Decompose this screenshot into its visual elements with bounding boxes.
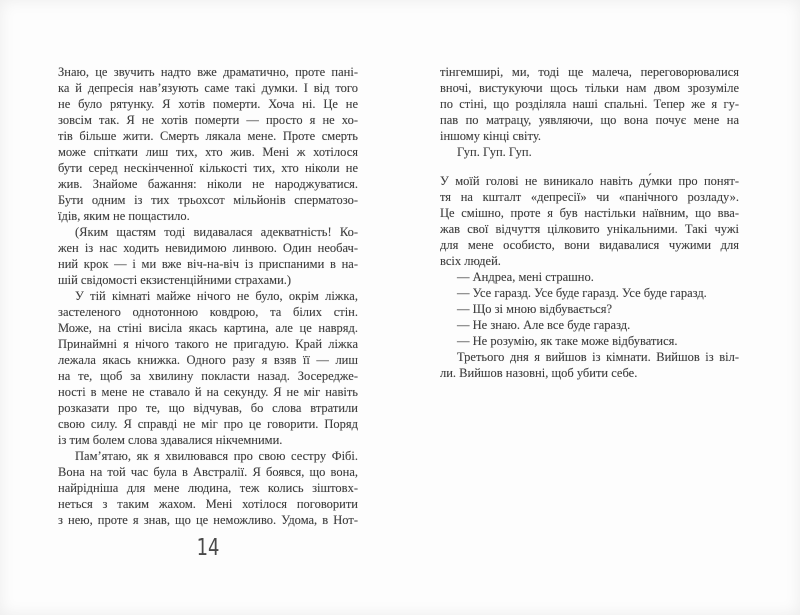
text-line: на те, щоб за хвилину покласти назад. Зосередже-: [58, 369, 358, 383]
paragraph: [440, 173, 739, 269]
text-line: Знаю, це звучить надто вже драматично, проте пані-: [58, 65, 358, 79]
page-number: 14: [196, 535, 220, 561]
paragraph: [440, 349, 739, 381]
text-line: тінгемширі, ми, тоді ще малеча, переговорювалися: [440, 65, 739, 79]
text-line: неться з таким жахом. Мені хотілося поговорити: [58, 497, 358, 511]
text-line: — Не знаю. Але все буде гаразд.: [457, 318, 631, 332]
text-line: іншому кінці світу.: [440, 129, 541, 143]
text-line: ка й депресія нав’язують саме такі думки. І від того: [58, 81, 358, 95]
text-line: Може, на стіні висіла якась картина, але це навряд.: [58, 321, 358, 335]
left-page-text-column: [58, 64, 358, 528]
text-line: ності в мене не ставало й на секунду. Я не міг навіть: [58, 385, 358, 399]
text-line: тя на кшталт «депресії» чи «панічного розладу».: [440, 190, 739, 204]
text-line: для мене особисто, вони видавалися чужими для: [440, 238, 739, 252]
text-line: — Що зі мною відбувається?: [457, 302, 612, 316]
paragraph: [440, 144, 739, 160]
text-line: може спіткати лиш тих, хто жив. Мені ж хотілося: [58, 145, 358, 159]
text-line: Принаймні я нічого такого не пригадую. Край ліжка: [58, 337, 358, 351]
text-line: їдів, яким не пощастило.: [58, 209, 190, 223]
paragraph: [440, 269, 739, 285]
text-line: — Андреа, мені страшно.: [457, 270, 594, 284]
text-line: свою силу. Я справді не міг про це говорити. Поряд: [58, 417, 358, 431]
text-line: жав свої відчуття цілковито унікальними. Такі чужі: [440, 222, 739, 236]
text-line: бути серед нескінченної кількості тих, хто ніколи не: [58, 161, 358, 175]
text-line: Бути одним із тих трьохсот мільйонів сперматозо-: [58, 193, 358, 207]
text-line: Пам’ятаю, як я хвилювався про свою сестру Фібі.: [75, 449, 358, 463]
text-line: У тій кімнаті майже нічого не було, окрім ліжка,: [75, 289, 358, 303]
text-line: Це смішно, проте я був настільки наївним, що вва-: [440, 206, 739, 220]
text-line: тів більше жити. Смерть лякала мене. Проте смерть: [58, 129, 358, 143]
paragraph: [58, 448, 358, 528]
text-line: Третього дня я вийшов із кімнати. Вийшов із віл-: [457, 350, 739, 364]
text-line: лежала якась книжка. Одного разу я взяв її — лиш: [58, 353, 358, 367]
text-line: застеленого однотонною ковдрою, та білих стін.: [58, 305, 358, 319]
text-line: Вона на той час була в Австралії. Я боявся, що вона,: [58, 465, 358, 479]
text-line: з нею, проте я знав, що це неможливо. Удома, в Нот-: [58, 513, 358, 527]
paragraph: [440, 301, 739, 317]
text-line: У моїй голові не виникало навіть ду́мки про понят-: [440, 174, 739, 188]
text-line: із тим болем слова здавалися нікчемними.: [58, 433, 283, 447]
paragraph: [440, 64, 739, 144]
text-line: ний крок — і ми вже віч-на-віч із приспаними в на-: [58, 257, 358, 271]
paragraph: [58, 288, 358, 448]
paragraph: [440, 333, 739, 349]
text-line: вночі, вистукуючи щось тільки нам двом зрозуміле: [440, 81, 739, 95]
text-line: жив. Знайоме бажання: ніколи не народжуватися.: [58, 177, 358, 191]
text-line: (Яким щастям тоді видавалася адекватність! Ко-: [75, 225, 358, 239]
paragraph: [440, 285, 739, 301]
text-line: не було рятунку. Я хотів померти. Хоча ні. Це не: [58, 97, 358, 111]
text-line: шій свідомості екзистенційними страхами.): [58, 273, 292, 287]
text-line: ли. Вийшов назовні, щоб убити себе.: [440, 366, 638, 380]
paragraph: [440, 317, 739, 333]
text-line: — Усе гаразд. Усе буде гаразд. Усе буде гаразд.: [457, 286, 707, 300]
text-line: Гуп. Гуп. Гуп.: [457, 145, 532, 159]
paragraph: [58, 64, 358, 224]
text-line: розказати про те, що відчував, бо слова втратили: [58, 401, 358, 415]
text-line: найрідніша для мене людина, теж колись зіштовх-: [58, 481, 358, 495]
right-page-text-column: [440, 64, 739, 381]
text-line: — Не розумію, як таке може відбуватися.: [457, 334, 678, 348]
paragraph: [58, 224, 358, 288]
text-line: жен із нас ходить невидимою линвою. Один необач-: [58, 241, 358, 255]
text-line: всіх людей.: [440, 254, 501, 268]
text-line: по стіні, що розділяла наші спальні. Тепер же я гу-: [440, 97, 739, 111]
text-line: пав по матрацу, уявляючи, що вона почує мене на: [440, 113, 739, 127]
text-line: зовсім так. Я не хотів померти — просто я не хо-: [58, 113, 358, 127]
